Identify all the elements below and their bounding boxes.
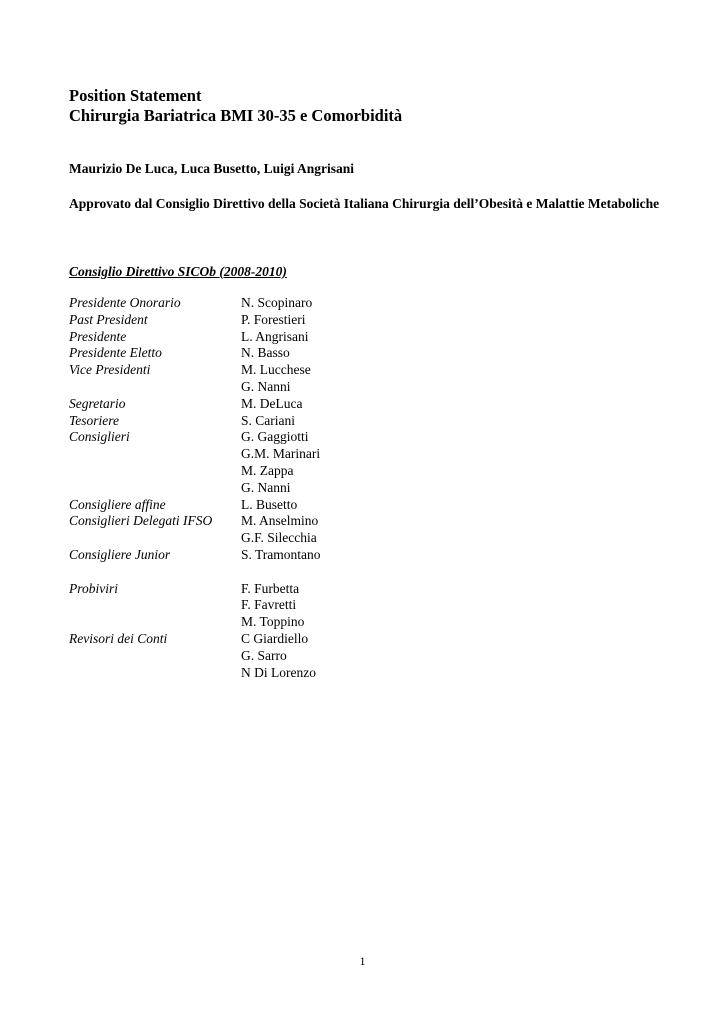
- roster-row: [69, 564, 321, 581]
- roster-member-name: F. Favretti: [241, 597, 297, 613]
- roster-role: [69, 379, 241, 396]
- roster-member-name: M. Anselmino: [241, 513, 319, 529]
- title-line-2: Chirurgia Bariatrica BMI 30-35 e Comorbidità: [69, 106, 403, 125]
- page-number: 1: [359, 954, 366, 968]
- council-roster: [69, 295, 321, 681]
- roster-member-name: L. Angrisani: [241, 328, 309, 344]
- roster-role: Presidente: [69, 328, 127, 344]
- roster-row: [69, 631, 321, 648]
- roster-role: [69, 614, 241, 631]
- roster-row: [69, 648, 321, 665]
- roster-row: [69, 413, 321, 430]
- document-title: [69, 86, 402, 126]
- roster-row: [69, 597, 321, 614]
- roster-role: Past President: [69, 311, 148, 327]
- roster-member-name: M. Lucchese: [241, 362, 311, 378]
- approval-statement: Approvato dal Consiglio Direttivo della Società Italiana Chirurgia dell’Obesità e Malattie Metaboliche: [69, 196, 660, 211]
- roster-member-name: P. Forestieri: [241, 311, 306, 327]
- roster-role: [69, 463, 241, 480]
- roster-member-name: N. Scopinaro: [241, 295, 313, 310]
- roster-member-name: C Giardiello: [241, 630, 309, 646]
- council-heading: Consiglio Direttivo SICOb (2008-2010): [69, 264, 287, 279]
- roster-role: [69, 446, 241, 463]
- roster-role: [69, 597, 241, 614]
- roster-member-name: L. Busetto: [241, 496, 298, 512]
- roster-member-name: G. Nanni: [241, 378, 291, 394]
- roster-row: [69, 329, 321, 346]
- roster-row: [69, 614, 321, 631]
- roster-role: Presidente Eletto: [69, 345, 162, 361]
- roster-role: [69, 530, 241, 547]
- roster-role: [69, 480, 241, 497]
- roster-row: [69, 295, 321, 312]
- roster-row: [69, 429, 321, 446]
- roster-role: [69, 665, 241, 682]
- roster-member-name: N. Basso: [241, 345, 290, 361]
- roster-row: [69, 513, 321, 530]
- roster-row: [69, 530, 321, 547]
- roster-member-name: G. Sarro: [241, 647, 287, 663]
- roster-row: [69, 480, 321, 497]
- roster-row: [69, 665, 321, 682]
- roster-member-name: S. Cariani: [241, 412, 295, 428]
- roster-member-name: G. Nanni: [241, 479, 291, 495]
- roster-role: [69, 648, 241, 665]
- roster-role: Presidente Onorario: [69, 295, 181, 310]
- roster-row: [69, 581, 321, 598]
- title-line-1: Position Statement: [69, 86, 202, 105]
- roster-role: [69, 564, 241, 581]
- roster-row: [69, 379, 321, 396]
- roster-member-name: M. Zappa: [241, 462, 294, 478]
- roster-member-name: G. Gaggiotti: [241, 429, 309, 445]
- roster-role: Consigliere Junior: [69, 546, 171, 562]
- authors-line: Maurizio De Luca, Luca Busetto, Luigi Angrisani: [69, 161, 355, 176]
- roster-member-name: S. Tramontano: [241, 546, 321, 562]
- roster-row: [69, 362, 321, 379]
- roster-role: Probiviri: [69, 580, 118, 596]
- roster-role: Consigliere affine: [69, 496, 166, 512]
- roster-row: [69, 345, 321, 362]
- roster-member-name: G.M. Marinari: [241, 446, 321, 462]
- roster-row: [69, 396, 321, 413]
- roster-role: Consiglieri: [69, 429, 130, 445]
- roster-row: [69, 446, 321, 463]
- roster-role: Vice Presidenti: [69, 362, 151, 378]
- roster-role: Tesoriere: [69, 412, 120, 428]
- roster-member-name: F. Furbetta: [241, 580, 300, 596]
- roster-member-name: N Di Lorenzo: [241, 664, 316, 680]
- roster-role: Revisori dei Conti: [69, 630, 168, 646]
- roster-role: Consiglieri Delegati IFSO: [69, 513, 213, 529]
- roster-member-name: M. DeLuca: [241, 395, 303, 411]
- roster-member-name: M. Toppino: [241, 614, 305, 630]
- roster-row: [69, 547, 321, 564]
- roster-member-name: G.F. Silecchia: [241, 530, 317, 546]
- roster-row: [69, 312, 321, 329]
- roster-row: [69, 463, 321, 480]
- roster-row: [69, 497, 321, 514]
- roster-role: Segretario: [69, 395, 126, 411]
